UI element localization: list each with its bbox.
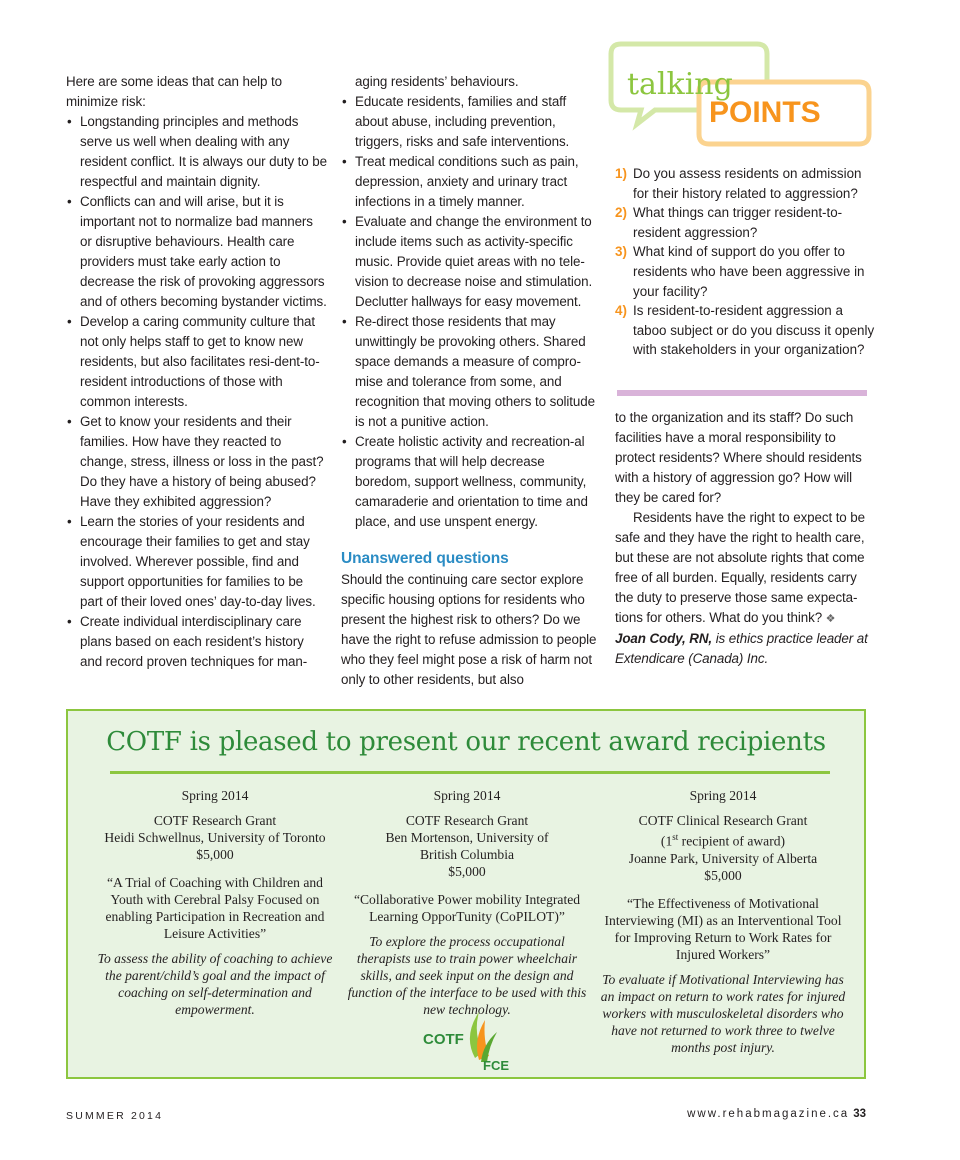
list-item: • Learn the stories of your residents and encourage their families to get and stay involved. Wherever possible, find and support opportunities for families to be part of their loved ones’ day-to-day lives. xyxy=(66,512,328,612)
body-paragraph: to the organization and its staff? Do such facilities have a moral responsibility to protect residents? Where should residents with a history of aggression go? How will they be cared for? xyxy=(615,410,862,505)
description-text: To evaluate if Motivational Interviewing has an impact on return to work rates for injured workers with musculoskeletal disorders who have not returned to work three to twelve months post injury. xyxy=(600,971,846,1055)
item-number: 4) xyxy=(615,303,627,319)
project-description xyxy=(598,971,848,1056)
paragraph-text: Residents have the right to expect to be safe and they have the right to health care, but these are not absolute rights that come free of all burden. Equally, residents carry the duty to preserve those same expecta-tions for others. What do you think? xyxy=(615,510,865,625)
list-item: • Develop a caring community culture that not only helps staff to get to know new residents, but also facilitates resi-dent-to-resident introductions of those with common interests. xyxy=(66,312,328,412)
intro-text: Here are some ideas that can help to minimize risk: xyxy=(66,74,282,109)
cotf-fce-logo xyxy=(423,1006,513,1072)
body-paragraph xyxy=(615,508,875,629)
grant-name: COTF Research Grant xyxy=(153,813,277,828)
recipient-card xyxy=(598,787,848,1056)
award-heading: COTF is pleased to present our recent award recipients xyxy=(106,727,826,757)
body-paragraph: Should the continuing care sector explore specific housing options for residents who present the highest risk to others? Do we have the right to refuse admission to people who they feel might pose a risk of harm not only to other residents, but also xyxy=(341,572,597,687)
note-suffix: recipient of award) xyxy=(678,833,786,849)
recipient-card xyxy=(342,787,592,1018)
logo-cotf-text: COTF xyxy=(423,1031,464,1048)
recipient-name: Heidi Schwellnus, University of Toronto xyxy=(104,830,326,845)
author-bio xyxy=(615,629,875,669)
item-number: 1) xyxy=(615,166,627,181)
description-text: To assess the ability of coaching to achieve the parent/child’s goal and the impact of coaching on self-determination and empowerment. xyxy=(97,951,333,1017)
recipient-name: Joanne Park, University of Alberta xyxy=(628,850,818,866)
award-recipients-box xyxy=(66,709,866,1079)
list-item: • Evaluate and change the environment to include items such as activity-specific music. Provide quiet areas with no tele-vision to decrease noise and stimulation. Declutter hallways for easy movement. xyxy=(341,212,597,312)
continuation-text: aging residents’ behaviours. xyxy=(355,74,519,89)
project-title: “The Effectiveness of Motivational Interviewing (MI) as an Interventional Tool for Improving Return to Work Rates for Injured Workers” xyxy=(604,895,842,962)
list-item xyxy=(615,242,877,301)
recipient-note xyxy=(598,829,848,850)
list-item xyxy=(615,203,877,242)
item-text: What kind of support do you offer to residents who have been aggressive in your facility? xyxy=(633,244,865,299)
page-number: 33 xyxy=(853,1108,866,1120)
heading-rule xyxy=(110,771,830,774)
column-3 xyxy=(615,408,875,669)
list-item: • Get to know your residents and their families. How have they reacted to change, stress, illness or loss in the past? Do they have a history of being abused? Have they exhibited aggression? xyxy=(66,412,328,512)
list-item: • Create holistic activity and recreation-al programs that will help decrease boredom, support wellness, community, camaraderie and orientation to time and place, and use unspent energy. xyxy=(341,432,597,532)
end-mark-icon: ❖ xyxy=(825,613,836,625)
column-1 xyxy=(66,72,328,672)
item-number: 2) xyxy=(615,205,627,221)
website-url: www.rehabmagazine.ca xyxy=(687,1108,850,1120)
list-item xyxy=(615,301,877,360)
risk-ideas-list xyxy=(66,112,328,672)
note-superscript: st xyxy=(672,832,679,842)
talking-points-divider xyxy=(617,390,867,396)
grant-name: COTF Research Grant xyxy=(405,813,529,828)
talking-points-list xyxy=(615,164,877,360)
footer-issue: SUMMER 2014 xyxy=(66,1110,164,1122)
list-item: • Educate residents, families and staff about abuse, including prevention, triggers, risks and safe interventions. xyxy=(341,92,597,152)
column-2 xyxy=(341,72,597,690)
recipient-name: Ben Mortenson, University of British Columbia xyxy=(385,830,549,862)
talking-word: talking xyxy=(627,67,733,102)
logo-fce-text: FCE xyxy=(483,1058,509,1072)
grant-amount: $5,000 xyxy=(704,867,742,883)
item-text: What things can trigger resident-to-resident aggression? xyxy=(633,205,843,240)
list-item: • Re-direct those residents that may unwittingly be provoking others. Shared space demands a measure of compro-mise and tolerance from some, and recognition that moving others to solitude is not a punitive action. xyxy=(341,312,597,432)
project-title: “Collaborative Power mobility Integrated Learning OpporTunity (CoPILOT)” xyxy=(353,892,581,924)
points-word: POINTS xyxy=(709,96,821,129)
author-name: Joan Cody, RN, xyxy=(615,631,713,646)
list-item xyxy=(615,164,877,203)
list-item: • Create individual interdisciplinary care plans based on each resident’s history and record proven techniques for man- xyxy=(66,612,328,672)
grant-amount: $5,000 xyxy=(448,864,486,879)
risk-ideas-list-continued xyxy=(341,92,597,532)
grant-amount: $5,000 xyxy=(196,847,234,862)
footer-website xyxy=(687,1108,866,1120)
talking-points-logo xyxy=(607,38,875,150)
item-number: 3) xyxy=(615,244,627,260)
list-item: • Conflicts can and will arise, but it is important not to normalize bad manners or disruptive behaviours. Health care providers must take early action to decrease the risk of provoking aggressors and of others becoming bystander victims. xyxy=(66,192,328,312)
description-text: To explore the process occupational therapists use to train power wheelchair skills, and seek input on the design and function of the interface to be used with this new technology. xyxy=(347,934,587,1017)
season: Spring 2014 xyxy=(433,788,501,803)
project-title: “A Trial of Coaching with Children and Youth with Cerebral Palsy Focused on enabling Participation in Recreation and Leisure Activities” xyxy=(105,875,325,941)
recipient-card xyxy=(90,787,340,1018)
season: Spring 2014 xyxy=(181,788,249,803)
list-item: • Longstanding principles and methods serve us well when dealing with any resident conflict. It is always our duty to be respectful and maintain dignity. xyxy=(66,112,328,192)
grant-name: COTF Clinical Research Grant xyxy=(638,813,808,828)
note-prefix: (1 xyxy=(660,833,673,849)
season: Spring 2014 xyxy=(689,788,757,803)
project-description xyxy=(90,950,340,1018)
item-text: Do you assess residents on admission for their history related to aggression? xyxy=(633,166,862,201)
item-text: Is resident-to-resident aggression a taboo subject or do you discuss it openly with stakeholders in your organization? xyxy=(633,303,875,358)
author-role: is ethics practice leader at Extendicare (Canada) Inc. xyxy=(615,631,868,666)
subheading-unanswered-questions: Unanswered questions xyxy=(341,550,509,567)
list-item: • Treat medical conditions such as pain, depression, anxiety and urinary tract infections in a timely manner. xyxy=(341,152,597,212)
